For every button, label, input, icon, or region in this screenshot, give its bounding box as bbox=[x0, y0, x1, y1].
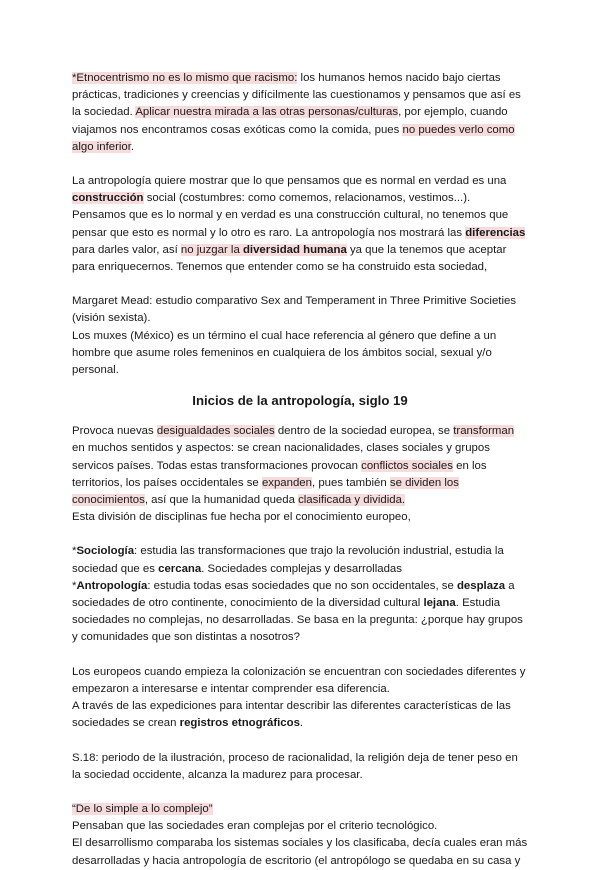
text: : estudia las transformaciones que trajo la revolución industrial, estudia la sociedad que es bbox=[72, 545, 504, 575]
text: no juzgar la bbox=[180, 243, 243, 256]
text: en muchos sentidos y aspectos: se crean nacionalidades, clases sociales y grupos servicos países. Todas estas transformaciones provocan bbox=[72, 442, 490, 472]
bold-text: Sociología bbox=[76, 545, 135, 558]
paragraph-colonizacion: Los europeos cuando empieza la colonización se encuentran con sociedades diferentes y empezaron a interesarse e intentar comprender esa diferencia. bbox=[72, 665, 526, 695]
bold-text: desplaza bbox=[456, 579, 506, 592]
highlight: desigualdades sociales bbox=[156, 425, 275, 438]
text: , pues también bbox=[311, 476, 390, 489]
text: Pensamos que es lo normal y en verdad es una construcción cultural, no tenemos que pensar que esto es normal y lo otro es raro. La antropología nos mostrará las bbox=[72, 209, 509, 239]
text: para darles valor, así bbox=[72, 243, 181, 256]
text: , así que la humanidad queda bbox=[144, 494, 299, 507]
text: en los territorios, los países occidentales se bbox=[72, 459, 487, 489]
section-heading: Inicios de la antropología, siglo 19 bbox=[192, 393, 408, 409]
paragraph-antropologia-construccion bbox=[72, 173, 528, 207]
paragraph-criterio: Pensaban que las sociedades eran complejas por el criterio tecnológico. bbox=[72, 820, 438, 833]
paragraph-antropologia-def bbox=[72, 578, 528, 647]
text: * bbox=[72, 579, 77, 592]
paragraph-desarrollismo: El desarrollismo comparaba los sistemas sociales y los clasificaba, decía cuales eran más desarrolladas y hacia antropología de escritorio (el antropólogo se quedaba en su casa y bbox=[72, 837, 528, 867]
paragraph-division-disciplinas: Esta división de disciplinas fue hecha por el conocimiento europeo, bbox=[72, 511, 411, 524]
highlight: “De lo simple a lo complejo” bbox=[72, 802, 213, 815]
text: Provoca nuevas bbox=[72, 425, 157, 438]
highlight bbox=[181, 244, 347, 256]
paragraph-sociologia bbox=[72, 543, 528, 577]
text: los humanos hemos nacido bajo ciertas prácticas, tradiciones y creencias y difícilmente las cuestionamos y pensamos que así es la sociedad. bbox=[72, 72, 521, 119]
text: La antropología quiere mostrar que lo que pensamos que es normal en verdad es una bbox=[72, 175, 507, 188]
paragraph-muxes: Los muxes (México) es un término el cual hace referencia al género que define a un hombre que asume roles femeninos en cualquiera de los ámbitos social, sexual y/o personal. bbox=[72, 329, 497, 377]
highlight: *Etnocentrismo no es lo mismo que racismo: bbox=[72, 72, 298, 84]
paragraph-margaret-mead: Margaret Mead: estudio comparativo Sex and Temperament in Three Primitive Societies (visión sexista). bbox=[72, 295, 517, 325]
text: . Sociedades complejas y desarrolladas bbox=[201, 562, 402, 575]
text: social (costumbres: como comemos, relacionamos, vestimos...). bbox=[143, 192, 471, 205]
text: ya que la tenemos que aceptar para enriquecernos. Tenemos que entender como se ha construido esta sociedad, bbox=[72, 243, 507, 274]
highlight: conflictos sociales bbox=[361, 459, 453, 472]
text: . bbox=[299, 717, 304, 730]
highlight: expanden bbox=[261, 476, 312, 489]
bold-text: lejana bbox=[423, 597, 456, 610]
highlight: transforman bbox=[453, 425, 515, 438]
highlight-bold: diferencias bbox=[465, 226, 526, 239]
bold-text: Antropología bbox=[76, 579, 148, 592]
highlight: se dividen los conocimientos bbox=[72, 476, 459, 507]
text: a sociedades de otro continente, conocimiento de la diversidad cultural bbox=[72, 579, 515, 610]
bold-text: registros etnográficos bbox=[179, 717, 300, 730]
highlight-bold: construcción bbox=[72, 192, 144, 205]
text: A través de las expediciones para intentar describir las diferentes características de las sociedades se crean bbox=[72, 700, 511, 730]
highlight: clasificada y dividida. bbox=[298, 494, 406, 507]
text: , por ejemplo, cuando viajamos nos encontramos cosas exóticas como la comida, pues bbox=[72, 106, 508, 136]
paragraph-s18: S.18: periodo de la ilustración, proceso de racionalidad, la religión deja de tener peso en la sociedad occidente, alcanza la madurez para procesar. bbox=[72, 751, 518, 781]
text: : estudia todas esas sociedades que no son occidentales, se bbox=[147, 579, 457, 592]
text: . bbox=[130, 140, 135, 153]
paragraph-etnocentrismo bbox=[72, 70, 528, 156]
paragraph-desigualdades bbox=[72, 423, 528, 509]
paragraph-antropologia-diferencias bbox=[72, 207, 528, 276]
paragraph-expediciones bbox=[72, 698, 528, 732]
highlight: no puedes verlo como algo inferior bbox=[72, 123, 515, 153]
text: . Estudia sociedades no complejas, no desarrolladas. Se basa en la pregunta: ¿porque hay grupos y comunidades que son distintas a nosotros? bbox=[72, 597, 523, 644]
text: * bbox=[72, 545, 77, 558]
bold-text: cercana bbox=[158, 562, 202, 575]
highlight: Aplicar nuestra mirada a las otras personas/culturas bbox=[135, 106, 399, 119]
paragraph-quote bbox=[72, 801, 528, 818]
text: dentro de la sociedad europea, se bbox=[274, 425, 454, 438]
bold-text: diversidad humana bbox=[242, 243, 347, 256]
